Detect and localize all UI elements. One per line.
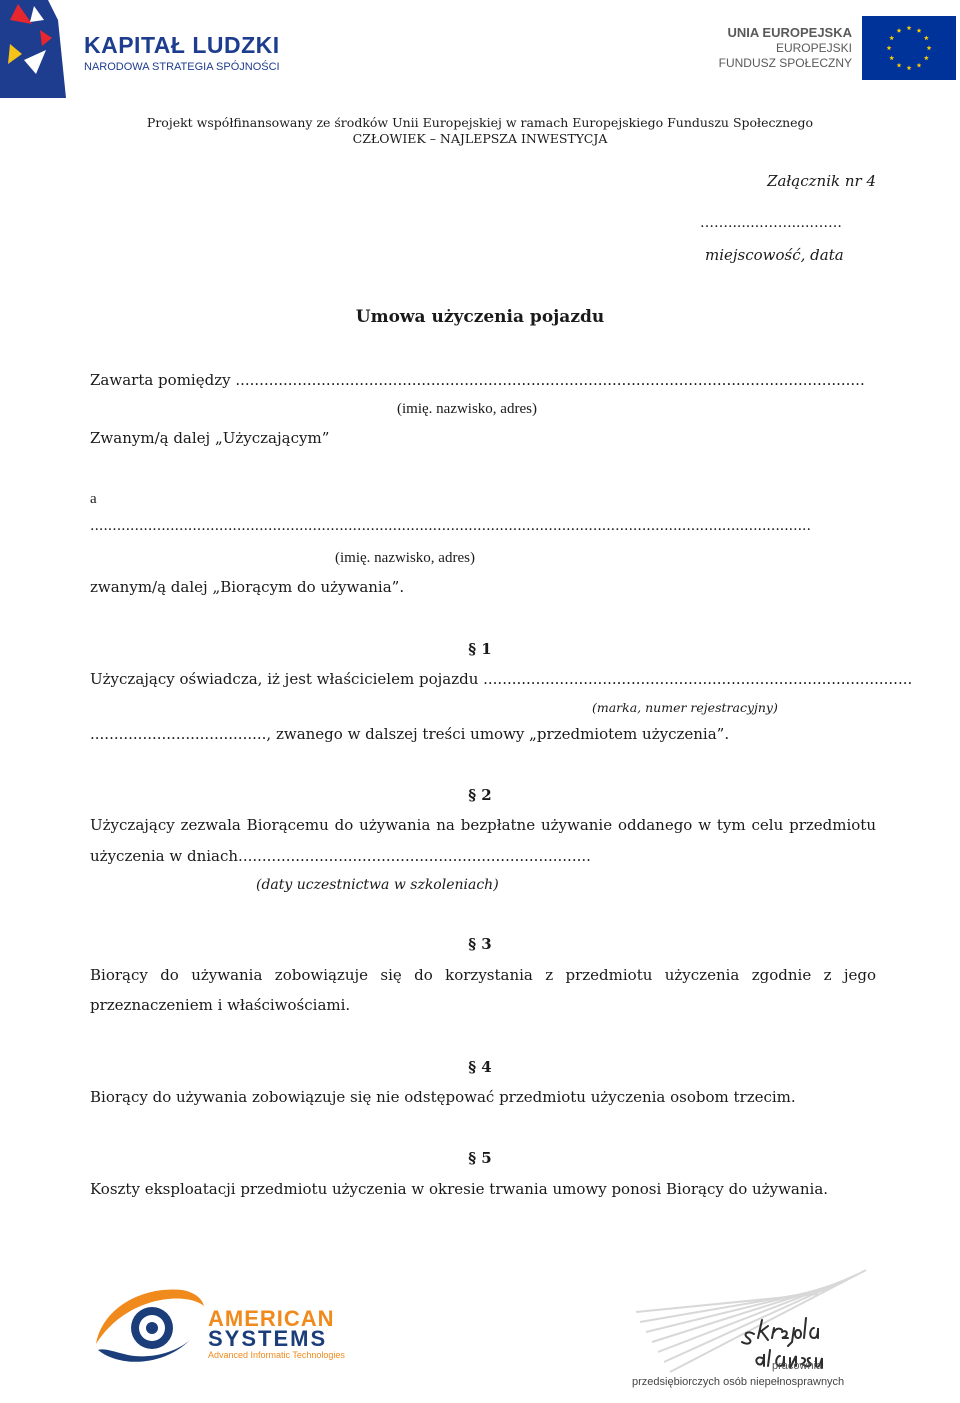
wings-logo [630,1262,870,1396]
section-5-heading: § 5 [468,1149,492,1167]
eu-logo [700,14,960,84]
eu-logo-line3: FUNDUSZ SPOŁECZNY [718,56,852,70]
section-1-line-1: Użyczający oświadcza, iż jest właścicielem pojazdu .......................................................................................... [90,670,913,688]
american-systems-swoosh-icon [90,1280,210,1370]
american-systems-line2: SYSTEMS [208,1326,328,1351]
kapital-ludzki-emblem-icon [0,0,66,98]
eu-logo-line2: EUROPEJSKI [775,41,852,55]
parties-between-line: Zawarta pomiędzy .................................................................................................................................... [90,371,865,389]
section-1-hint: (marka, numer rejestracyjny) [592,700,778,715]
kapital-ludzki-title: KAPITAŁ LUDZKI [84,32,280,58]
section-2-hint: (daty uczestnictwa w szkoleniach) [256,877,499,893]
section-2-line-1: Użyczający zezwala Biorącemu do używania na bezpłatne używanie oddanego w tym celu przedmiotu [90,816,876,834]
section-5-text: Koszty eksploatacji przedmiotu użyczenia w okresie trwania umowy ponosi Biorący do używania. [90,1180,829,1198]
section-3-heading: § 3 [468,935,492,953]
borrower-line: zwanym/ą dalej „Biorącym do używania”. [90,578,405,596]
wings-word: pracownia [772,1360,823,1372]
eu-flag-icon [862,16,956,80]
lender-line: Zwanym/ą dalej „Użyczającym” [90,429,330,447]
borrower-dots-line: .................................................................................................................................................................. [90,518,811,534]
place-date-dots: …….......…….....……. [700,215,842,231]
section-4-text: Biorący do używania zobowiązuje się nie odstępować przedmiotu użyczenia osobom trzecim. [90,1088,796,1106]
kapital-ludzki-logo [0,0,300,100]
document-title: Umowa użyczenia pojazdu [355,307,605,327]
kapital-ludzki-subtitle: NARODOWA STRATEGIA SPÓJNOŚCI [84,61,280,73]
section-3-line-1: Biorący do używania zobowiązuje się do korzystania z przedmiotu użyczenia zgodnie z jego [90,966,876,984]
and-label: a [90,491,97,507]
section-3-line-2: przeznaczeniem i właściwościami. [90,996,351,1014]
project-line-1: Projekt współfinansowany ze środków Unii Europejskiej w ramach Europejskiego Funduszu Społecznego [146,115,814,130]
american-systems-tagline: Advanced Informatic Technologies [208,1350,345,1360]
section-2-heading: § 2 [468,786,492,804]
place-date-label: miejscowość, data [705,246,844,264]
wings-tagline: przedsiębiorczych osób niepełnosprawnych [632,1376,845,1388]
annex-label: Załącznik nr 4 [767,172,876,190]
section-1-heading: § 1 [468,640,492,658]
american-systems-line1: AMERICAN [208,1306,335,1331]
eu-logo-line1: UNIA EUROPEJSKA [727,25,852,40]
american-systems-logo [90,1280,380,1370]
project-line-2: CZŁOWIEK – NAJLEPSZA INWESTYCJA [352,131,608,146]
section-1-line-2: ....................................., zwanego w dalszej treści umowy „przedmiotem użyczenia”. [90,725,730,743]
section-2-line-2: użyczenia w dniach.......................................................................... [90,847,591,865]
name-hint-2: (imię. nazwisko, adres) [335,550,475,566]
name-hint-1: (imię. nazwisko, adres) [397,401,537,417]
section-4-heading: § 4 [468,1058,492,1076]
